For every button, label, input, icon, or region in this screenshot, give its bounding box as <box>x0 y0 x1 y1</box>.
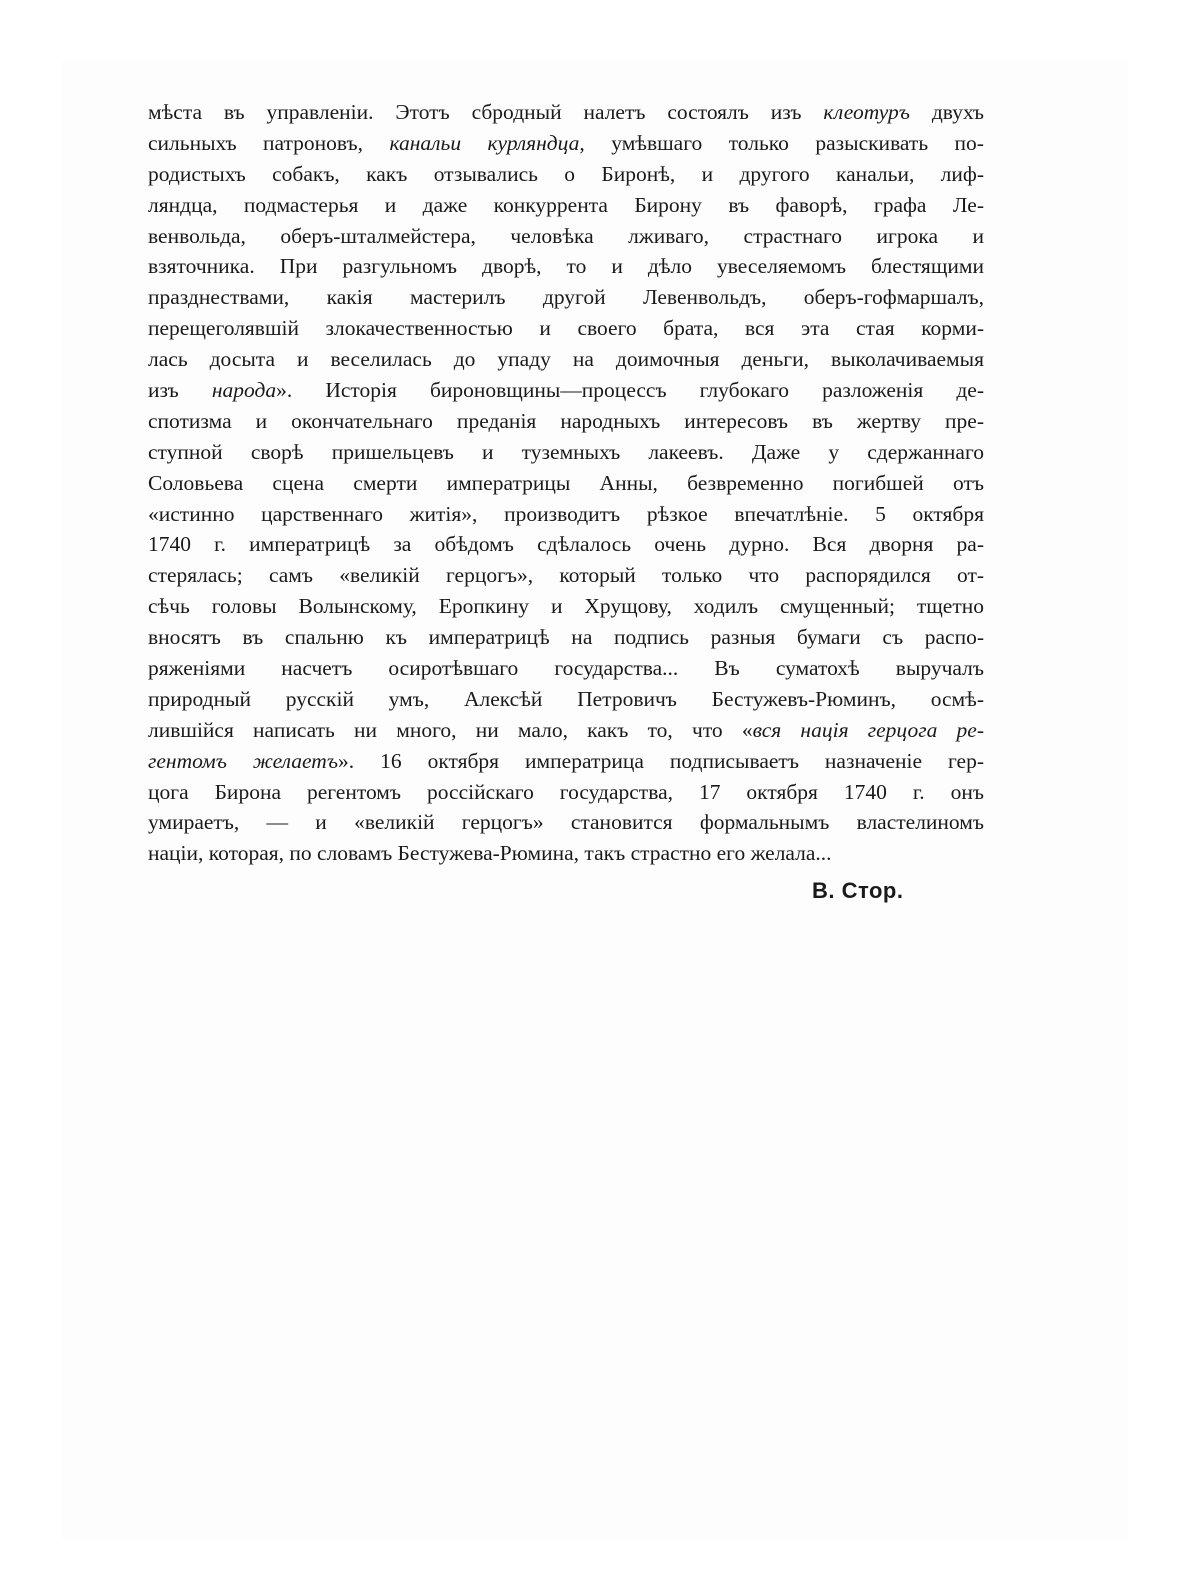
text-segment: ». Исторія бироновщины—процессъ глубокаго разложенія де- <box>276 378 984 403</box>
text-line <box>148 622 984 653</box>
italic-text-segment: гентомъ желаетъ <box>148 748 338 773</box>
text-line <box>148 777 984 808</box>
text-segment: ». 16 октября императрица подписываетъ назначеніе гер- <box>337 748 984 773</box>
text-segment: празднествами, какія мастерилъ другой Левенвольдъ, оберъ-гофмаршалъ, <box>148 285 984 310</box>
text-line <box>148 715 984 746</box>
text-line <box>148 746 984 777</box>
text-line <box>148 251 984 282</box>
text-segment: ляндца, подмастерья и даже конкуррента Бирону въ фаворѣ, графа Ле- <box>148 192 984 217</box>
text-line <box>148 97 984 128</box>
body-text <box>148 97 984 869</box>
text-line <box>148 375 984 406</box>
text-line <box>148 128 984 159</box>
text-segment: двухъ <box>909 100 984 124</box>
author-signature: В. Стор. <box>812 878 904 903</box>
text-line <box>148 313 984 344</box>
text-line <box>148 653 984 684</box>
text-segment: лившійся написать ни много, ни мало, какъ то, что « <box>148 717 753 742</box>
text-segment: лась досыта и веселилась до упаду на доимочныя деньги, выколачиваемыя <box>148 347 984 372</box>
text-line <box>148 159 984 190</box>
text-line <box>148 499 984 530</box>
text-segment: умираетъ, — и «великій герцогъ» становится формальнымъ властелиномъ <box>148 810 984 835</box>
text-segment: «истинно царственнаго житія», производитъ рѣзкое впечатлѣніе. 5 октября <box>148 501 984 526</box>
text-segment: перещеголявшій злокачественностью и своего брата, вся эта стая корми- <box>148 316 984 341</box>
text-line <box>148 437 984 468</box>
text-segment: 1740 г. императрицѣ за обѣдомъ сдѣлалось очень дурно. Вся дворня ра- <box>148 532 984 557</box>
text-line <box>148 684 984 715</box>
text-segment: ступной сворѣ пришельцевъ и туземныхъ лакеевъ. Даже у сдержаннаго <box>148 439 984 464</box>
text-line <box>148 468 984 499</box>
text-line <box>148 807 984 838</box>
text-segment: стерялась; самъ «великій герцогъ», который только что распорядился от- <box>148 563 984 588</box>
text-segment: природный русскій умъ, Алексѣй Петровичъ Бестужевъ-Рюминъ, осмѣ- <box>148 686 984 711</box>
text-line <box>148 560 984 591</box>
text-line <box>148 529 984 560</box>
text-segment: умѣвшаго только разыскивать по- <box>584 130 984 155</box>
text-segment: мѣста въ управленіи. Этотъ сбродный налетъ состоялъ изъ <box>148 100 824 124</box>
text-line <box>148 282 984 313</box>
text-segment: сильныхъ патроновъ, <box>148 130 390 155</box>
text-segment: цога Бирона регентомъ россійскаго государства, 17 октября 1740 г. онъ <box>148 779 984 804</box>
italic-text-segment: народа <box>211 378 277 403</box>
text-line <box>148 344 984 375</box>
text-segment: ряженіями насчетъ осиротѣвшаго государства... Въ суматохѣ выручалъ <box>148 656 984 681</box>
text-line <box>148 591 984 622</box>
text-segment: родистыхъ собакъ, какъ отзывались о Биронѣ, и другого канальи, лиф- <box>148 161 984 186</box>
text-segment: венвольда, оберъ-шталмейстера, человѣка лживаго, страстнаго игрока и <box>148 223 984 248</box>
text-segment: спотизма и окончательнаго преданія народныхъ интересовъ въ жертву пре- <box>148 408 984 433</box>
text-segment: Соловьева сцена смерти императрицы Анны, безвременно погибшей отъ <box>148 470 984 495</box>
text-segment: вносятъ въ спальню къ императрицѣ на подпись разныя бумаги съ распо- <box>148 625 984 650</box>
text-line <box>148 190 984 221</box>
italic-text-segment: клеотуръ <box>823 100 910 124</box>
text-segment: націи, которая, по словамъ Бестужева-Рюмина, такъ страстно его желала... <box>148 841 832 866</box>
text-line <box>148 406 984 437</box>
text-segment: изъ <box>148 378 212 403</box>
italic-text-segment: канальи курляндца, <box>389 130 585 155</box>
text-segment: взяточника. При разгульномъ дворѣ, то и дѣло увеселяемомъ блестящими <box>148 254 984 279</box>
text-line <box>148 838 984 869</box>
italic-text-segment: вся нація герцога ре- <box>752 717 984 742</box>
text-line <box>148 221 984 252</box>
text-segment: сѣчь головы Волынскому, Еропкину и Хрущову, ходилъ смущенный; тщетно <box>148 594 984 619</box>
